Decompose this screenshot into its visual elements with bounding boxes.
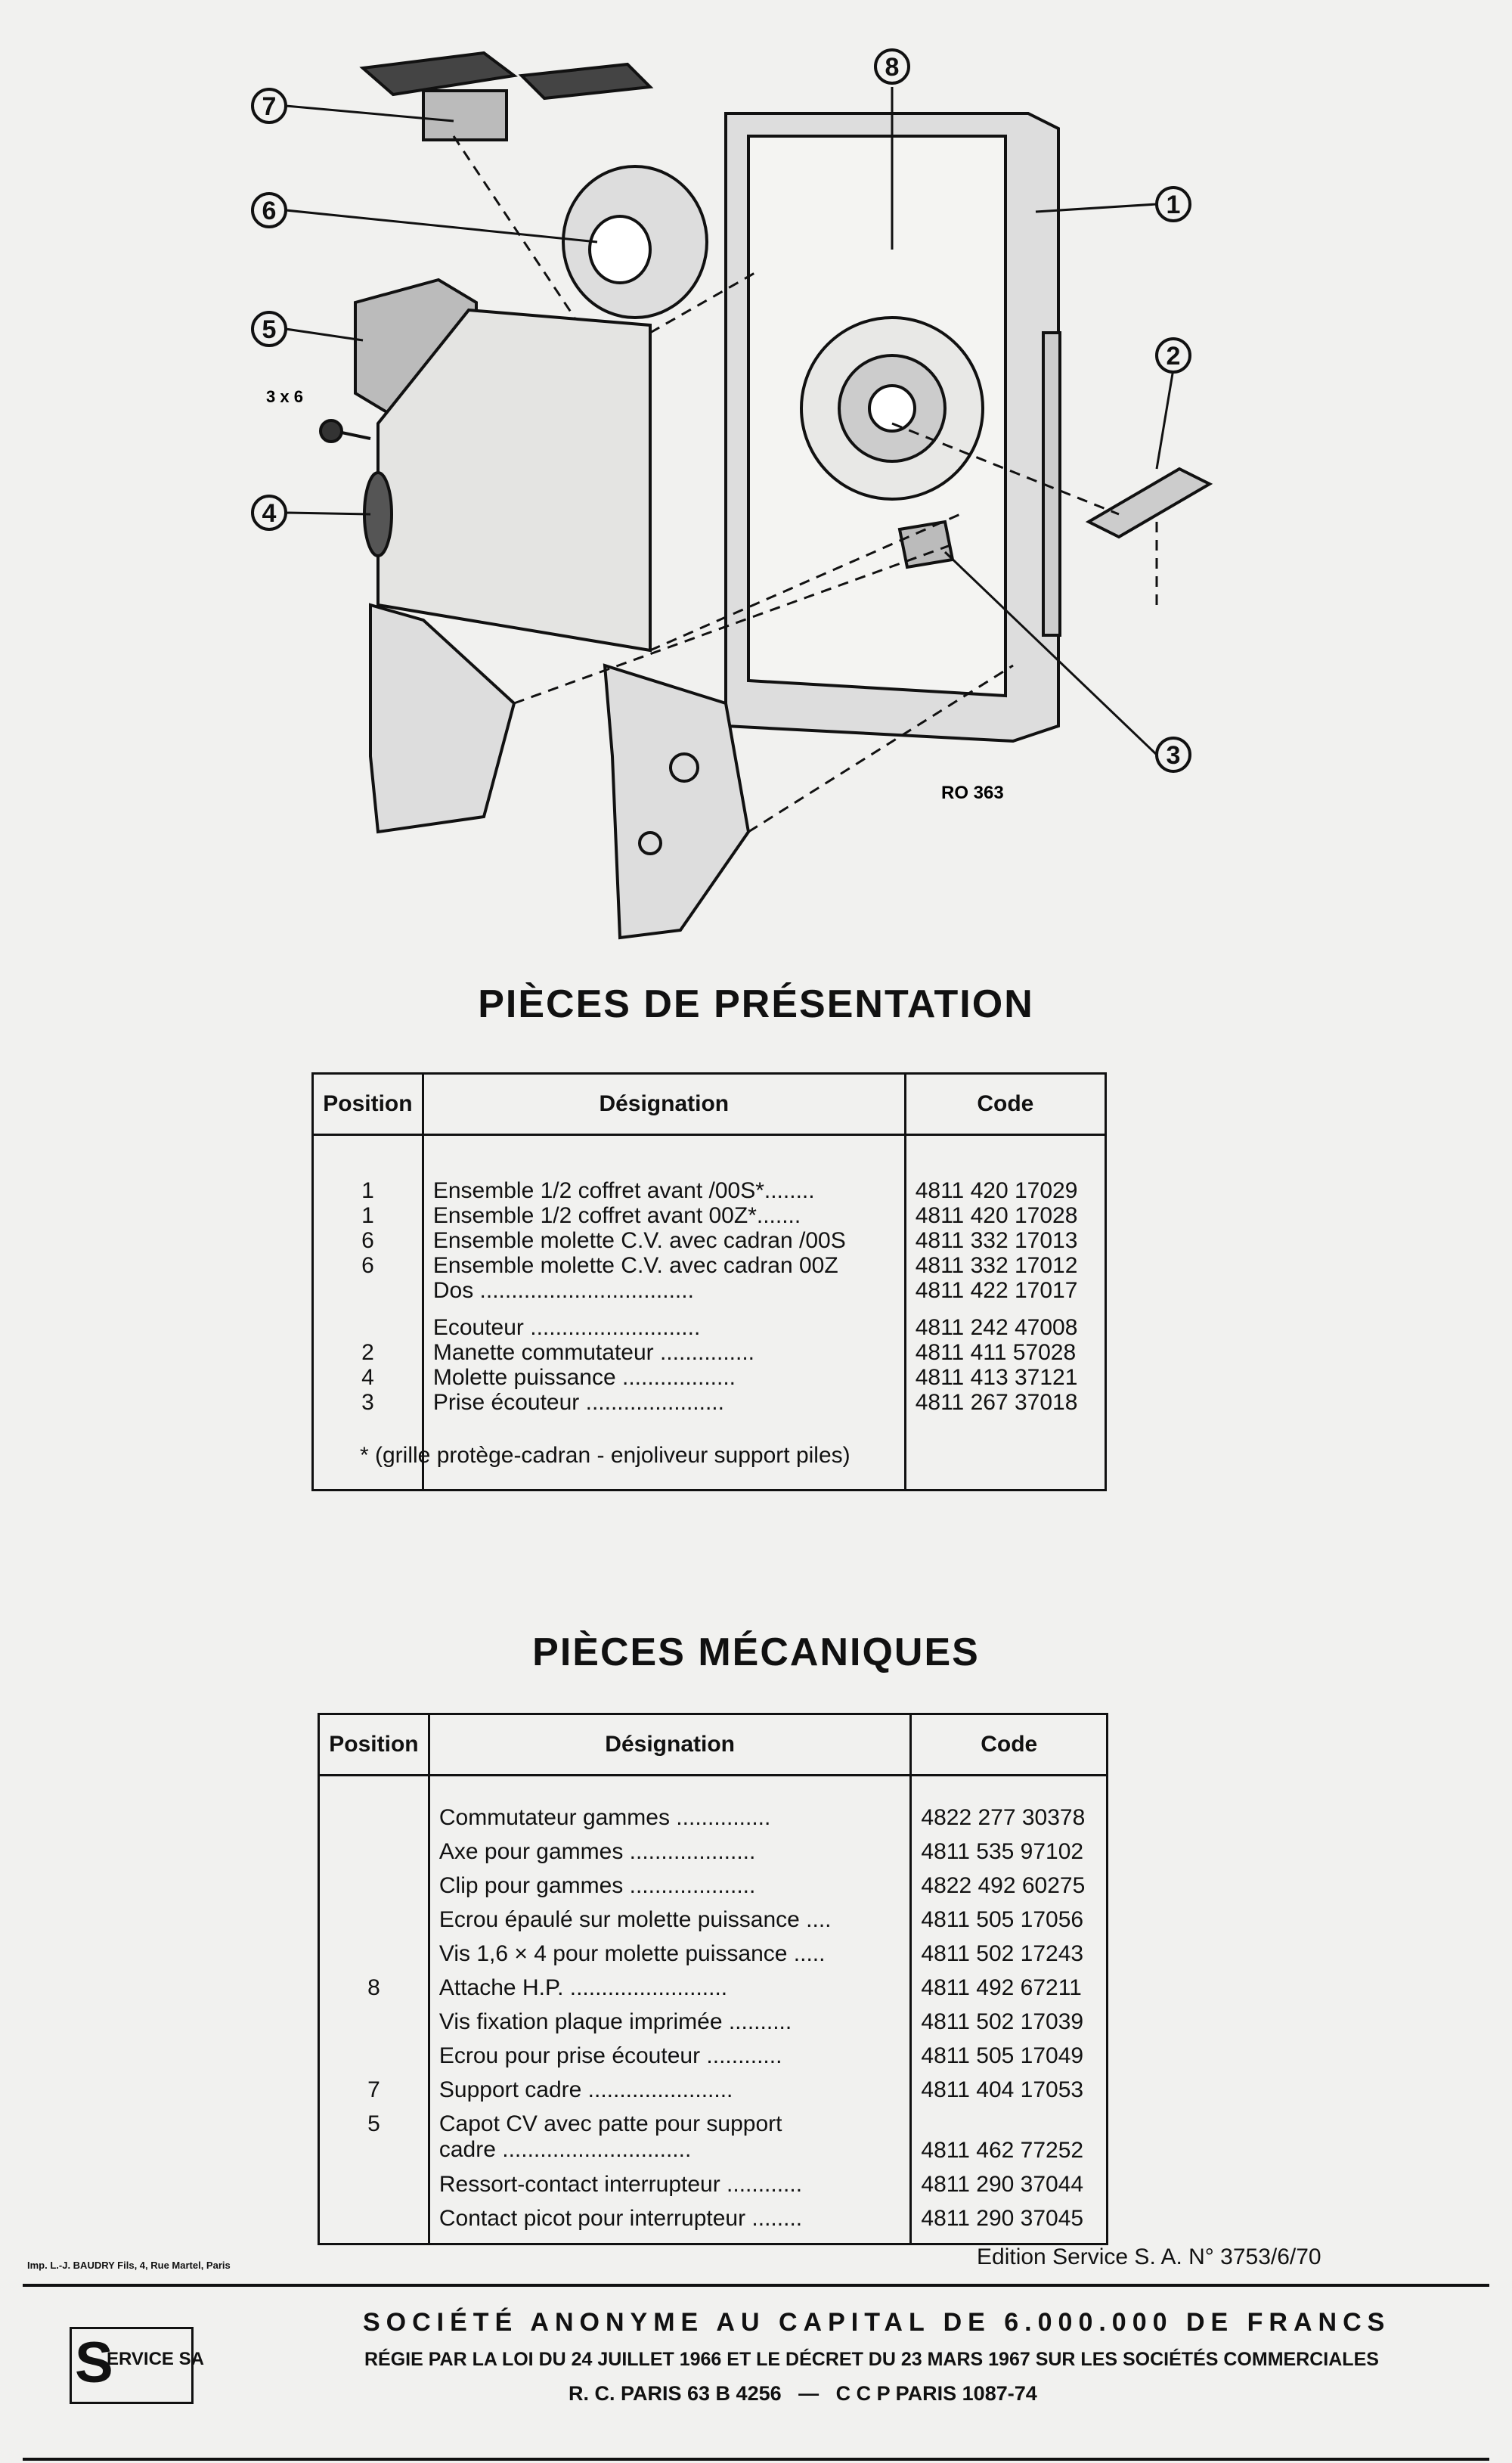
presentation-title: PIÈCES DE PRÉSENTATION [478,982,1034,1026]
table-row: 4811 505 17049 [921,2043,1084,2068]
table-row: Ensemble molette C.V. avec cadran 00Z [432,1253,838,1278]
table-row: 3 [361,1390,374,1415]
screw-size-label: 3 x 6 [266,387,303,406]
table-row: 4811 332 17013 [915,1228,1078,1253]
mechanical-table [318,1713,1108,2245]
table-row: Axe pour gammes .................... [438,1839,756,1864]
table-row: Clip pour gammes .................... [438,1873,756,1898]
table-row [329,2005,419,2039]
table-row: 4811 290 37045 [921,2206,1084,2231]
table-row: Ensemble 1/2 coffret avant 00Z*....... [432,1203,801,1228]
table-row: 4811 535 97102 [921,1839,1084,1864]
callout-1: 1 [1166,191,1181,219]
table-row: Ecrou épaulé sur molette puissance .... [438,1907,832,1932]
table-row [329,1835,419,1869]
diagram-reference: RO 363 [941,783,1004,803]
table-row: Commutateur gammes ............... [438,1805,771,1830]
company-capital-line: SOCIÉTÉ ANONYME AU CAPITAL DE 6.000.000 DE FRANCS [363,2308,1391,2337]
table-row [329,1903,419,1937]
slider-knob-right [522,64,650,98]
table-row: 4811 502 17243 [921,1941,1084,1966]
edition-label: Edition Service S. A. N° 3753/6/70 [977,2244,1321,2269]
table-row: 4811 462 77252 [921,2138,1084,2163]
table-row: Capot CV avec patte pour support [438,2111,782,2136]
company-law-line: RÉGIE PAR LA LOI DU 24 JUILLET 1966 ET LE DÉCRET DU 23 MARS 1967 SUR LES SOCIÉTÉS COMMERCIALES [364,2349,1379,2370]
presentation-position-header: Position [313,1074,423,1135]
table-row [323,1315,413,1340]
callout-7: 7 [262,92,277,121]
logo-text: ERVICE SA [107,2349,204,2369]
table-row: 5 [367,2111,380,2136]
table-row: Ensemble molette C.V. avec cadran /00S [432,1228,846,1253]
support-frame [423,91,507,140]
table-row [329,2167,419,2201]
table-row: 1 [361,1178,374,1203]
table-row: 6 [361,1228,374,1253]
table-row: Dos .................................. [432,1278,694,1303]
table-row: 4 [361,1365,374,1390]
front-case-piece-left [370,605,514,832]
table-row: Vis 1,6 × 4 pour molette puissance ..... [438,1941,826,1966]
table-row [329,1937,419,1971]
service-sa-logo [70,2327,204,2404]
mechanical-designation-header: Désignation [429,1714,911,1776]
table-row [329,1801,419,1835]
table-row: 4811 411 57028 [915,1340,1077,1365]
table-row [329,2201,419,2235]
mechanical-position-header: Position [319,1714,429,1776]
table-row [329,1869,419,1903]
table-row: 4811 332 17012 [915,1253,1078,1278]
switch-lever [1089,469,1210,537]
presentation-code-header: Code [905,1074,1105,1135]
callout-8: 8 [885,53,900,82]
table-row [323,1278,413,1303]
table-row: 2 [361,1340,374,1365]
table-row: Attache H.P. ......................... [438,1975,728,2000]
callout-3: 3 [1166,741,1181,770]
table-row: 4822 277 30378 [921,1805,1086,1830]
table-row: Contact picot pour interrupteur ........ [438,2206,803,2231]
mechanical-code-header: Code [911,1714,1108,1776]
table-row: Vis fixation plaque imprimée .......... [438,2009,792,2034]
table-row: Ecrou pour prise écouteur ............ [438,2043,782,2068]
table-row: Prise écouteur ...................... [432,1390,724,1415]
table-row: 1 [361,1203,374,1228]
table-row: Ecouteur ........................... [432,1315,701,1340]
table-row: 4811 242 47008 [915,1315,1078,1340]
slider-knob-left [363,53,514,95]
callout-6: 6 [262,197,277,225]
table-row: 4811 290 37044 [921,2172,1084,2197]
table-row: cadre .............................. [438,2137,692,2162]
table-row: Manette commutateur ............... [432,1340,754,1365]
presentation-designation-header: Désignation [423,1074,905,1135]
table-row: 8 [367,1975,380,2000]
table-row: 4811 267 37018 [915,1390,1078,1415]
mechanical-title: PIÈCES MÉCANIQUES [532,1630,980,1674]
callout-2: 2 [1166,342,1181,371]
printer-credit: Imp. L.-J. BAUDRY Fils, 4, Rue Martel, Paris [27,2260,231,2271]
table-row [329,2039,419,2073]
table-row: Support cadre ....................... [438,2077,733,2102]
logo-letter: S [75,2331,113,2395]
table-row: Ensemble 1/2 coffret avant /00S*........ [432,1178,815,1203]
table-row: 6 [361,1253,374,1278]
callout-5: 5 [262,315,277,344]
presentation-table [311,1072,1107,1491]
front-case-piece-right [605,665,748,938]
presentation-footnote: * (grille protège-cadran - enjoliveur support piles) [360,1443,850,1468]
table-row: Molette puissance .................. [432,1365,736,1390]
table-row: 4811 505 17056 [921,1907,1084,1932]
table-row: 4811 492 67211 [921,1975,1082,2000]
table-row: 4822 492 60275 [921,1873,1086,1898]
table-row: 4811 422 17017 [915,1278,1078,1303]
screw [321,420,370,442]
exploded-parts-diagram [227,30,1225,968]
table-row: 4811 413 37121 [915,1365,1078,1390]
table-row: 7 [367,2077,380,2102]
company-rc-line: R. C. PARIS 63 B 4256 — C C P PARIS 1087-74 [569,2382,1037,2405]
table-row: 4811 502 17039 [921,2009,1084,2034]
callout-4: 4 [262,499,277,528]
table-row: 4811 404 17053 [921,2077,1084,2102]
table-row: Ressort-contact interrupteur ............ [438,2172,803,2197]
footer-rule-bottom [23,2458,1489,2461]
table-row: 4811 420 17028 [915,1203,1078,1228]
table-row: 4811 420 17029 [915,1178,1078,1203]
footer-rule-top [23,2284,1489,2287]
